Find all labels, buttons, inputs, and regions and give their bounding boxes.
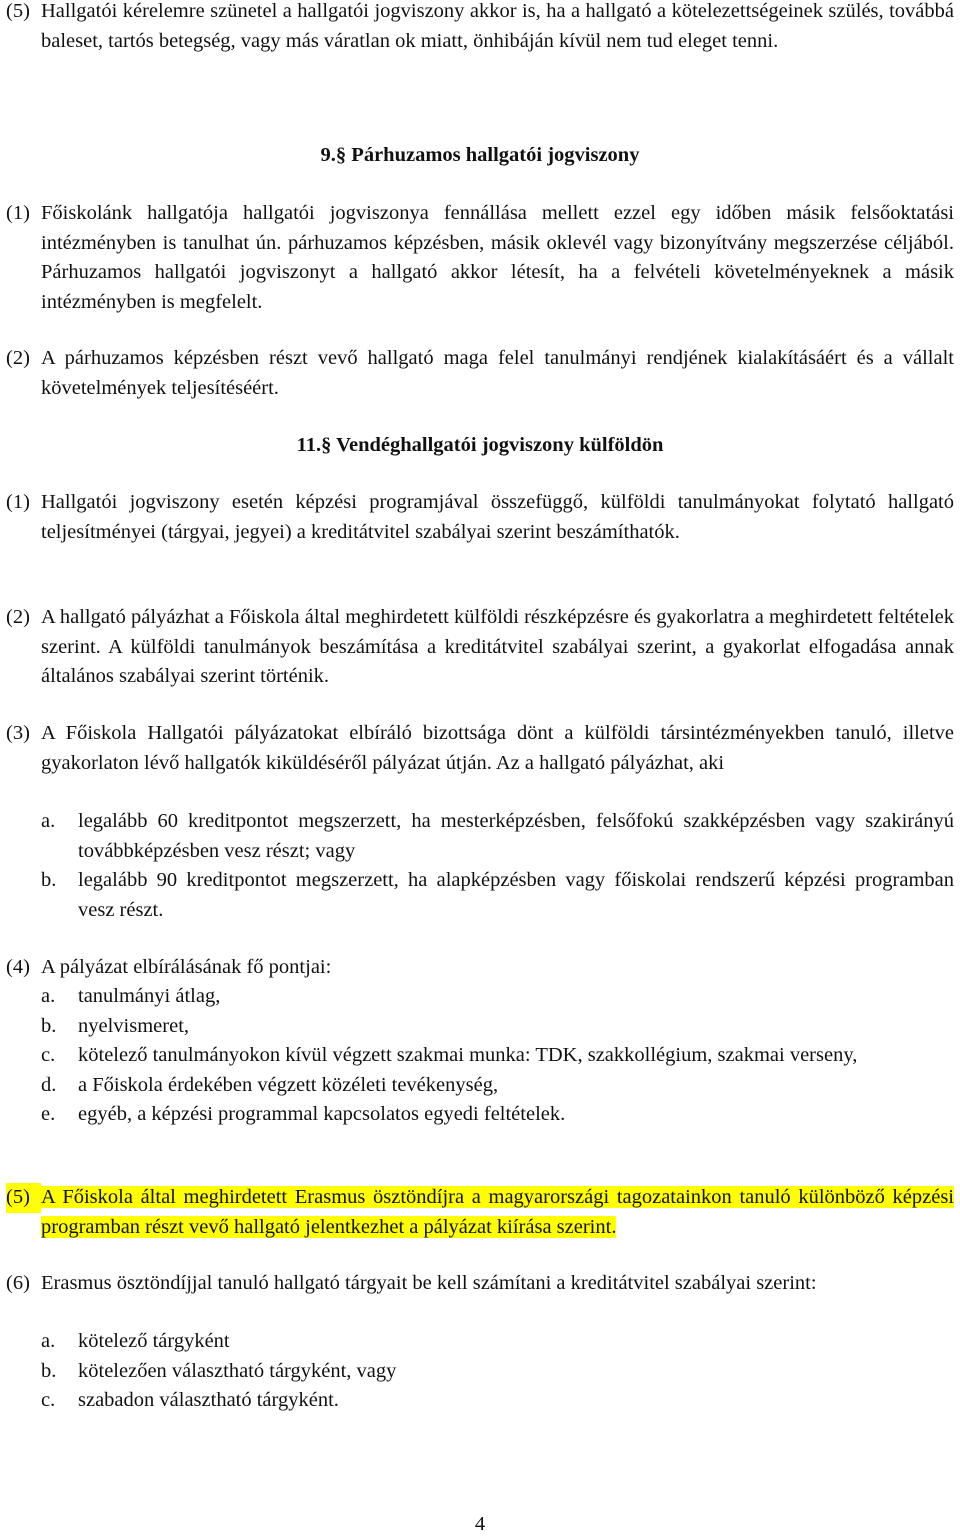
section-9-heading: 9.§ Párhuzamos hallgatói jogviszony [320, 144, 640, 166]
paragraph-number: (1) [6, 491, 30, 513]
paragraph-text: Erasmus ösztöndíjjal tanuló hallgató tárgyait be kell számítani a kreditátvitel szabályai szerint: [41, 1272, 817, 1294]
page-number: 4 [474, 1513, 486, 1535]
paragraph-number: (5) [6, 0, 30, 22]
paragraph-number: (3) [6, 722, 30, 744]
paragraph-text: A párhuzamos képzésben részt vevő hallgató maga felel tanulmányi rendjének kialakításáért és a vállalt követelmények teljesítéséért. [41, 347, 954, 399]
paragraph-11-3 [6, 719, 954, 778]
section-11-heading: 11.§ Vendéghallgatói jogviszony külföldön [296, 434, 664, 456]
paragraph-number: (2) [6, 347, 30, 369]
paragraph-11-6 [6, 1269, 954, 1299]
list-item: b. legalább 90 kreditpontot megszerzett, ha alapképzésben vagy főiskolai rendszerű képzési programban vesz részt. [41, 869, 954, 921]
paragraph-number: (5) [6, 1183, 41, 1213]
list-item: b. nyelvismeret, [41, 1014, 190, 1037]
paragraph-intro-5 [6, 0, 954, 56]
highlighted-text: A Főiskola által meghirdetett Erasmus ösztöndíjra a magyarországi tagozatainkon tanuló különböző képzési programban részt vevő hallgató jelentkezhet a pályázat kiírása szerint. [41, 1186, 954, 1238]
list-item: b. kötelezően választható tárgyként, vagy [41, 1359, 397, 1382]
paragraph-number: (6) [6, 1272, 30, 1294]
paragraph-number: (2) [6, 606, 30, 628]
paragraph-11-1 [6, 488, 954, 547]
list-item: c. szabadon választható tárgyként. [41, 1389, 339, 1411]
list-item: c. kötelező tanulmányokon kívül végzett szakmai munka: TDK, szakkollégium, szakmai verseny, [41, 1044, 858, 1066]
list-item: d. a Főiskola érdekében végzett közéleti tevékenység, [41, 1073, 499, 1096]
list-item: a. tanulmányi átlag, [41, 985, 221, 1007]
paragraph-11-5-highlighted [6, 1183, 954, 1242]
paragraph-number: (1) [6, 202, 30, 224]
paragraph-text: A Főiskola Hallgatói pályázatokat elbíráló bizottsága dönt a külföldi társintézményekben tanuló, illetve gyakorlaton lévő hallgatók kiküldéséről pályázat útján. Az a hallgató pályázhat, aki [41, 722, 954, 774]
subject-type-list [41, 1327, 954, 1416]
list-item: a. kötelező tárgyként [41, 1330, 230, 1352]
paragraph-text: Hallgatói jogviszony esetén képzési programjával összefüggő, külföldi tanulmányokat folytató hallgató teljesítményei (tárgyai, jegyei) a kreditátvitel szabályai szerint beszámíthatók. [41, 491, 954, 543]
list-item: e. egyéb, a képzési programmal kapcsolatos egyedi feltételek. [41, 1103, 566, 1125]
paragraph-text: A hallgató pályázhat a Főiskola által meghirdetett külföldi részképzésre és gyakorlatra a meghirdetett feltételek szerint. A külföldi tanulmányok beszámítása a kreditátvitel szabályai szerint, a gyakorlat elfogadása annak általános szabályai szerint történik. [41, 606, 954, 687]
paragraph-9-2 [6, 344, 954, 403]
evaluation-points-list [41, 982, 954, 1130]
paragraph-text: A pályázat elbírálásának fő pontjai: [41, 956, 332, 978]
list-item: a. legalább 60 kreditpontot megszerzett, ha mesterképzésben, felsőfokú szakképzésben vagy szakirányú továbbképzésben vesz részt; vagy [41, 810, 954, 862]
paragraph-11-2 [6, 603, 954, 692]
criteria-list [41, 807, 954, 925]
paragraph-11-4 [6, 953, 954, 983]
paragraph-text: Főiskolánk hallgatója hallgatói jogviszonya fennállása mellett ezzel egy időben másik felsőoktatási intézményben is tanulhat ún. párhuzamos képzésben, másik oklevél vagy bizonyítvány megszerzése céljából. Párhuzamos hallgatói jogviszonyt a hallgató akkor létesít, ha a felvételi követelményeknek a másik intézményben is megfelelt. [41, 202, 954, 313]
paragraph-text: Hallgatói kérelemre szünetel a hallgatói jogviszony akkor is, ha a hallgató a kötelezettségeinek szülés, továbbá baleset, tartós betegség, vagy más váratlan ok miatt, önhibáján kívül nem tud eleget tenni. [41, 0, 954, 52]
paragraph-9-1 [6, 199, 954, 317]
paragraph-number: (4) [6, 956, 30, 978]
